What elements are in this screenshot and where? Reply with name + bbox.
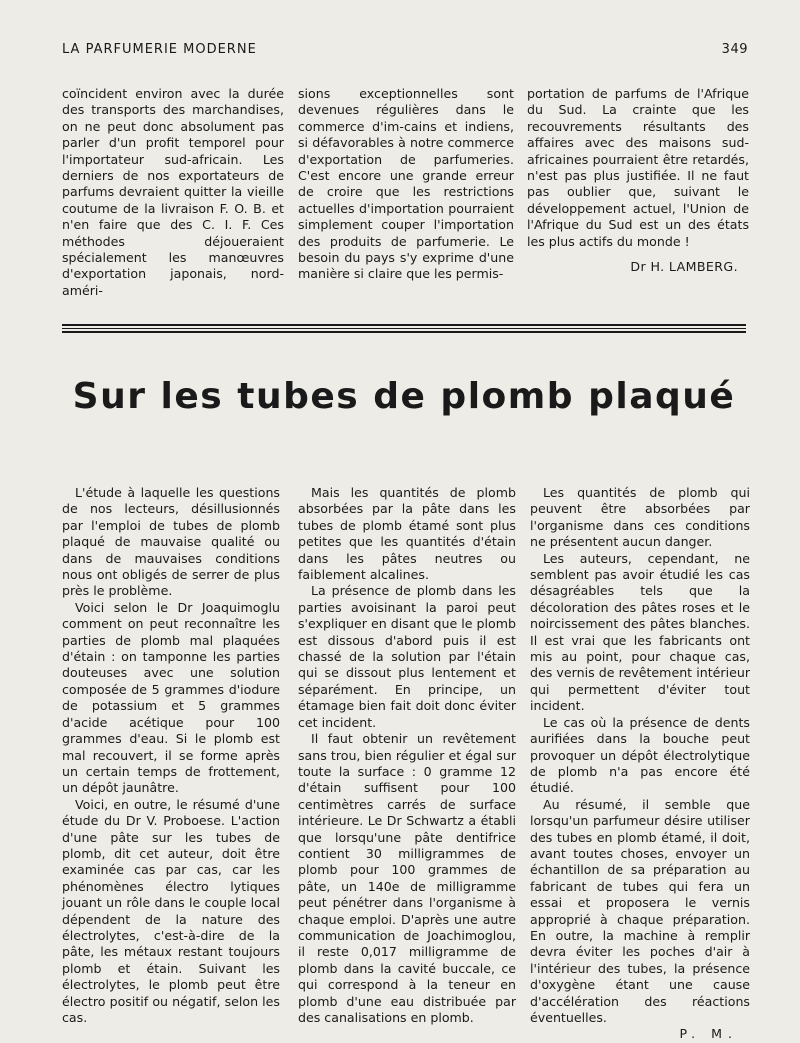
author-initials: P. M. xyxy=(679,1026,738,1042)
previous-article-column-3 xyxy=(527,86,749,250)
paragraph: Le cas où la présence de dents aurifiées dans la bouche peut provoquer un dépôt électrolytique de plomb n'a pas encore été étudié. xyxy=(530,714,750,796)
paragraph: Les auteurs, cependant, ne semblent pas avoir étudié les cas désagréables tels que la décoloration des pâtes roses et le noircissement des pâtes blanches. Il est vrai que les fabricants ont mis au point, pour chaque cas, des vernis de revêtement intérieur qui permettent d'éviter tout incident. xyxy=(530,550,750,714)
page-number: 349 xyxy=(721,42,748,57)
paragraph: coïncident environ avec la durée des transports des marchandises, on ne peut donc absolument pas parler d'un profit temporel pour l'importateur sud-africain. Les derniers de nos exportateurs de parfums devraient quitter la vieille coutume de la livraison F. O. B. et n'en faire que des C. I. F. Ces méthodes déjoueraient spécialement les manœuvres d'exportation japonais, nord-améri- xyxy=(62,86,284,298)
article-title: Sur les tubes de plomb plaqué xyxy=(72,376,736,417)
author-signature: Dr H. LAMBERG. xyxy=(630,259,738,274)
paragraph: Au résumé, il semble que lorsqu'un parfumeur désire utiliser des tubes en plomb étamé, il doit, avant toutes choses, envoyer un échantillon de sa préparation au fabricant de tubes qui fera un essai et proposera le vernis approprié à chaque préparation. En outre, la machine à remplir devra éviter les poches d'air à l'intérieur des tubes, la présence d'oxygène étant une cause d'accélération des réactions éventuelles. xyxy=(530,796,750,1025)
section-divider xyxy=(62,328,746,329)
article-column-2 xyxy=(298,485,516,1026)
paragraph: Il faut obtenir un revêtement sans trou, bien régulier et égal sur toute la surface : 0 gramme 12 d'étain suffisent pour 100 centimètres carrés de surface intérieure. Le Dr Schwartz a établi que lorsqu'une pâte dentifrice contient 30 milligrammes de plomb pour 100 grammes de pâte, un 140e de milligramme peut pénétrer dans l'organisme à chaque emploi. D'après une autre communication de Joachimoglou, il reste 0,017 milligramme de plomb dans la cavité buccale, ce qui correspond à la teneur en plomb d'une eau distribuée par des canalisations en plomb. xyxy=(298,731,516,1025)
paragraph: Les quantités de plomb qui peuvent être absorbées par l'organisme dans ces conditions ne présentent aucun danger. xyxy=(530,485,750,550)
paragraph: La présence de plomb dans les parties avoisinant la paroi peut s'expliquer en disant que le plomb est dissous d'abord puis il est chassé de la solution par l'étain qui se dissout plus lentement et séparément. En principe, un étamage bien fait doit donc éviter cet incident. xyxy=(298,583,516,730)
paragraph: sions exceptionnelles sont devenues régulières dans le commerce d'im-cains et indiens, si défavorables à notre commerce d'exportation de parfumeries. C'est encore une grande erreur de croire que les restrictions actuelles d'importation pourraient simplement couper l'importation des produits de parfumerie. Le besoin du pays s'y exprime d'une manière si claire que les permis- xyxy=(298,86,514,282)
section-divider xyxy=(62,331,746,333)
previous-article-column-2 xyxy=(298,86,514,283)
paragraph: Voici selon le Dr Joaquimoglu comment on peut reconnaître les parties de plomb mal plaquées d'étain : on tamponne les parties douteuses avec une solution composée de 5 grammes d'iodure de potassium et 5 grammes d'acide acétique pour 100 grammes d'eau. Si le plomb est mal recouvert, il se forme après un certain temps de frottement, un dépôt jaunâtre. xyxy=(62,599,280,796)
running-header xyxy=(62,42,748,57)
paragraph: L'étude à laquelle les questions de nos lecteurs, désillusionnés par l'emploi de tubes de plomb plaqué de mauvaise qualité ou dans de mauvaises conditions nous ont obligés de serrer de plus près le problème. xyxy=(62,485,280,599)
article-column-3 xyxy=(530,485,750,1043)
paragraph: Voici, en outre, le résumé d'une étude du Dr V. Proboese. L'action d'une pâte sur les tubes de plomb, dit cet auteur, doit être examinée cas par cas, car les phénomènes électro lytiques jouant un rôle dans le couple local dépendent de la nature des électrolytes, c'est-à-dire de la pâte, les métaux restant toujours plomb et étain. Suivant les électrolytes, le plomb peut être électro positif ou négatif, selon les cas. xyxy=(62,796,280,1025)
section-divider xyxy=(62,324,746,326)
paragraph: portation de parfums de l'Afrique du Sud. La crainte que les recouvrements résultants des affaires avec des maisons sud-africaines pourraient être retardés, n'est pas plus justifiée. Il ne faut pas oublier que, suivant le développement actuel, l'Union de l'Afrique du Sud est un des états les plus actifs du monde ! xyxy=(527,86,749,249)
paragraph: Mais les quantités de plomb absorbées par la pâte dans les tubes de plomb étamé sont plus petites que les quantités d'étain dans les pâtes neutres ou faiblement alcalines. xyxy=(298,485,516,583)
article-column-1 xyxy=(62,485,280,1026)
journal-title: LA PARFUMERIE MODERNE xyxy=(62,42,257,57)
previous-article-column-1 xyxy=(62,86,284,299)
